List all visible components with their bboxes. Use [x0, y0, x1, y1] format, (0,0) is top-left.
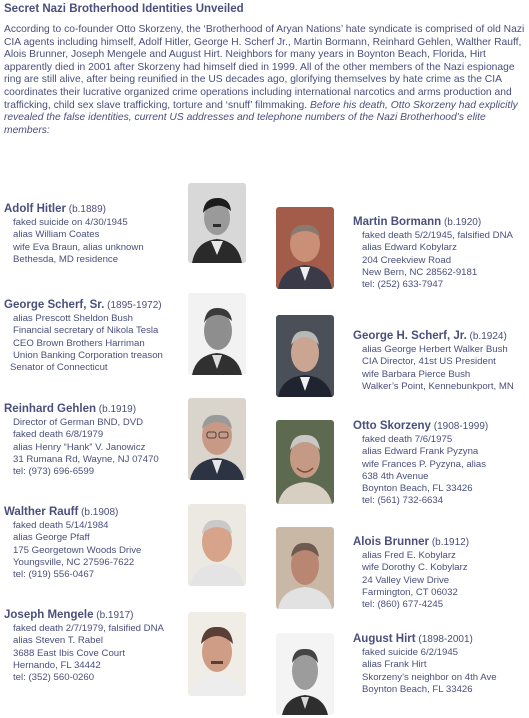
profile-years: (b.1917) [93, 610, 134, 621]
profile-name-text: George H. Scherf, Jr. [353, 330, 467, 342]
portrait-scherf-sr [188, 293, 246, 375]
profile-name-text: August Hirt [353, 633, 416, 645]
profile-detail: Walker’s Point, Kennebunkport, MN [362, 380, 514, 392]
profile-detail: 24 Valley View Drive [362, 574, 450, 586]
profile-name-text: Martin Bormann [353, 216, 442, 228]
profile-name [4, 298, 163, 313]
profile-detail: faked death 2/7/1979, falsified DNA [13, 623, 164, 634]
profile-name [4, 402, 159, 417]
intro-italic-text: Before his death, Otto Skorzeny had explicitly revealed the false identities, current US addresses and telephone numbers of the Nazi Brotherhood’s elite members: [4, 99, 518, 136]
profile-detail: faked death 5/14/1984 [13, 520, 109, 531]
profile-detail: Financial secretary of Nikola Tesla [13, 325, 159, 337]
profile-name [353, 535, 469, 550]
profile-name-text: Joseph Mengele [4, 609, 94, 621]
profile-detail: tel: (561) 732-6634 [362, 495, 444, 507]
profile-scherf-sr [4, 298, 163, 374]
profile-years: (1908-1999) [430, 421, 489, 432]
profile-name-text: Otto Skorzeny [353, 420, 431, 432]
profile-hirt [353, 632, 497, 696]
profile-years: (b.1924) [466, 331, 507, 342]
portrait-bormann [276, 207, 334, 289]
profile-detail: Senator of Connecticut [10, 362, 108, 374]
profile-detail: faked suicide 6/2/1945 [362, 647, 459, 658]
profile-years: (b.1912) [429, 537, 470, 548]
profile-detail: CIA Director, 41st US President [362, 356, 496, 368]
profile-detail: tel: (252) 633-7947 [362, 279, 444, 291]
profile-detail: alias Steven T. Rabel [13, 635, 103, 647]
profile-detail: alias Henry “Hank” V. Janowicz [13, 441, 146, 453]
profile-detail: 3688 East Ibis Cove Court [13, 647, 125, 659]
profile-name [353, 419, 488, 434]
portrait-scherf-jr [276, 315, 334, 397]
profile-detail: tel: (919) 556-0467 [13, 569, 95, 581]
profile-detail: Boynton Beach, FL 33426 [362, 683, 473, 695]
profile-detail: Youngsville, NC 27596-7622 [13, 556, 135, 568]
profile-detail: tel: (352) 560-0260 [13, 672, 95, 684]
profile-detail: faked death 7/6/1975 [362, 434, 453, 445]
profile-detail: Director of German BND, DVD [13, 417, 144, 428]
profile-name [4, 505, 141, 520]
profile-detail: wife Barbara Pierce Bush [362, 368, 471, 380]
profile-detail: alias William Coates [13, 229, 100, 241]
profile-years: (b.1920) [441, 217, 482, 228]
profile-detail: Boynton Beach, FL 33426 [362, 483, 473, 495]
profile-years: (b.1919) [96, 404, 137, 415]
profile-scherf-jr [353, 329, 514, 393]
profile-name-text: George Scherf, Sr. [4, 299, 105, 311]
profile-name-text: Adolf Hitler [4, 203, 66, 215]
profile-gehlen [4, 402, 159, 478]
intro-paragraph [4, 24, 526, 137]
profile-years: (b.1889) [65, 204, 107, 215]
profile-years: (b.1908) [78, 507, 119, 518]
profile-detail: Hernando, FL 34442 [13, 659, 101, 671]
profile-detail: tel: (860) 677-4245 [362, 599, 444, 611]
profile-detail: 175 Georgetown Woods Drive [13, 544, 142, 556]
profile-detail: wife Eva Braun, alias unknown [13, 241, 144, 253]
profile-detail: faked death 6/8/1979 [13, 429, 104, 441]
profile-years: (1895-1972) [104, 300, 162, 311]
profile-detail: Union Banking Corporation treason [13, 349, 163, 361]
profile-detail: alias George Herbert Walker Bush [362, 344, 508, 355]
profile-name [4, 202, 144, 217]
profile-name-text: Reinhard Gehlen [4, 403, 97, 415]
profile-detail: Bethesda, MD residence [13, 253, 119, 265]
profile-detail: alias Prescott Sheldon Bush [13, 313, 133, 324]
profile-name [4, 608, 164, 623]
profile-detail: alias Edward Frank Pyzyna [362, 446, 479, 458]
profile-hitler [4, 202, 144, 266]
profile-detail: CEO Brown Brothers Harriman [13, 337, 145, 349]
portrait-mengele [188, 612, 246, 696]
profile-detail: alias Fred E. Kobylarz [362, 550, 456, 561]
profile-name [353, 215, 513, 230]
profile-detail: New Bern, NC 28562-9181 [362, 266, 478, 278]
portrait-hitler [188, 183, 246, 263]
portrait-hirt [276, 633, 334, 715]
profile-brunner [353, 535, 469, 611]
profile-mengele [4, 608, 164, 684]
profile-bormann [353, 215, 513, 291]
profile-detail: faked suicide on 4/30/1945 [13, 217, 128, 228]
portrait-brunner [276, 527, 334, 609]
profile-detail: 204 Creekview Road [362, 254, 452, 266]
profile-detail: Skorzeny’s neighbor on 4th Ave [362, 671, 497, 683]
profile-skorzeny [353, 419, 488, 508]
intro-text: According to co-founder Otto Skorzeny, the ‘Brotherhood of Aryan Nations’ hate syndicate is comprised of old Nazi CIA agents including himself, Adolf Hitler, George H. Scherf Jr., Martin Bormann, Reinhard Gehlen, Walther Rauff, Alois Brunner, Joseph Mengele and August Hirt. Neighbors for many years in Boynton Beach, Florida, Hirt apparently died in 2001 after Skorzeny had himself died in 1999. All of the other members of the Nazi espionage ring are still alive, after being reunified in the US decades ago, glorifying themselves by hate crime as the CIA coordinates their lucrative organized crime operations including international narcotics and arms production and trafficking, child sex slave trafficking, torture and ‘snuff’ filmmaking. [4, 24, 525, 111]
profile-detail: wife Frances P. Pyzyna, alias [362, 458, 487, 470]
profile-detail: Farmington, CT 06032 [362, 586, 458, 598]
profile-detail: wife Dorothy C. Kobylarz [362, 562, 468, 574]
profile-detail: 638 4th Avenue [362, 470, 429, 482]
portrait-rauff [188, 504, 246, 586]
profile-detail: 31 Rumana Rd, Wayne, NJ 07470 [13, 453, 159, 465]
profile-name [353, 632, 497, 647]
profile-detail: alias George Pfaff [13, 532, 90, 544]
profile-detail: faked death 5/2/1945, falsified DNA [362, 230, 513, 241]
page-title: Secret Nazi Brotherhood Identities Unveiled [4, 3, 244, 15]
portrait-gehlen [188, 398, 246, 480]
profile-years: (1898-2001) [415, 634, 473, 645]
profile-rauff [4, 505, 141, 581]
profile-name-text: Alois Brunner [353, 536, 430, 548]
profile-detail: tel: (973) 696-6599 [13, 466, 95, 478]
profile-detail: alias Frank Hirt [362, 659, 427, 671]
profile-name-text: Walther Rauff [4, 506, 79, 518]
profile-name [353, 329, 514, 344]
portrait-skorzeny [276, 420, 334, 504]
profile-detail: alias Edward Kobylarz [362, 242, 457, 254]
